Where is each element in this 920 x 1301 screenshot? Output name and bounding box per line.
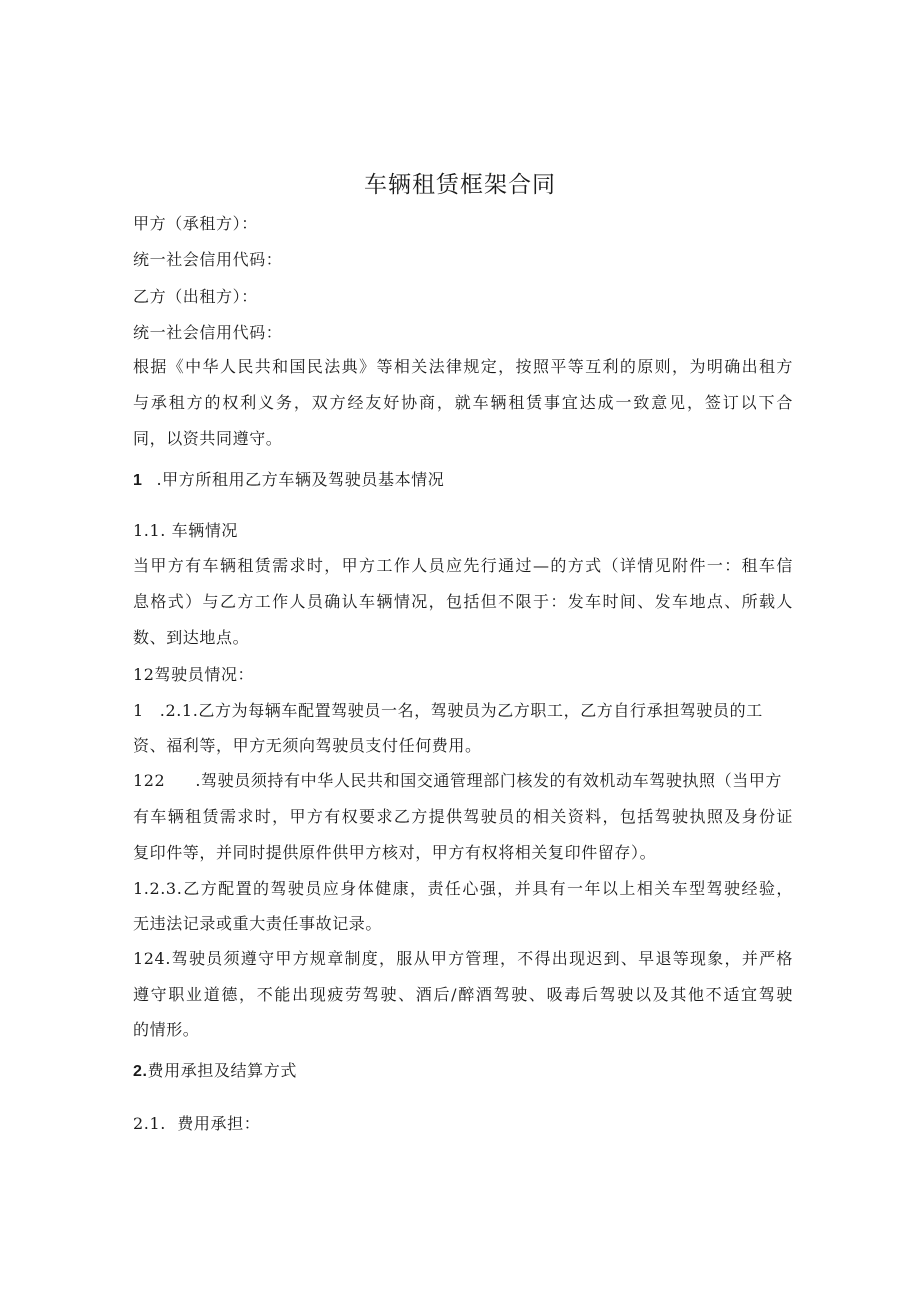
section-title: .甲方所租用乙方车辆及驾驶员基本情况 — [156, 470, 445, 489]
preamble-line: 同，以资共同遵守。 — [133, 429, 283, 448]
subsection-heading: 12驾驶员情况： — [133, 665, 255, 684]
paragraph-line: 数、到达地点。 — [133, 628, 250, 647]
clause-number: 1 — [133, 701, 144, 720]
paragraph-line: 的情形。 — [133, 1020, 200, 1039]
party-a-label: 甲方（承租方）： — [133, 214, 258, 233]
section-number: 2. — [133, 1063, 148, 1080]
paragraph-line: 无违法记录或重大责任事故记录。 — [133, 914, 383, 933]
clause-text: .驾驶员须持有中华人民共和国交通管理部门核发的有效机动车驾驶执照（当甲方 — [195, 771, 783, 790]
section-number: 1 — [133, 472, 143, 489]
paragraph-line: 息格式）与乙方工作人员确认车辆情况，包括但不限于：发车时间、发车地点、所载人 — [133, 592, 793, 611]
paragraph-line: 资、福利等，甲方无须向驾驶员支付任何费用。 — [133, 736, 482, 755]
clause-1-2-4: 124.驾驶员须遵守甲方规章制度，服从甲方管理，不得出现迟到、早退等现象，并严格 — [133, 949, 793, 968]
paragraph-line: 复印件等，并同时提供原件供甲方核对，甲方有权将相关复印件留存）。 — [133, 843, 657, 862]
clause-number: 122 — [133, 771, 166, 790]
credit-code-b: 统一社会信用代码： — [133, 323, 283, 342]
clause-1-2-2 — [133, 768, 793, 791]
party-b-label: 乙方（出租方）： — [133, 287, 258, 306]
credit-code-a: 统一社会信用代码： — [133, 250, 283, 269]
clause-text: .2.1.乙方为每辆车配置驾驶员一名，驾驶员为乙方职工，乙方自行承担驾驶员的工 — [159, 701, 763, 720]
clause-1-2-1 — [133, 698, 793, 721]
section-1-heading — [133, 467, 793, 490]
subsection-heading: 1.1. 车辆情况 — [133, 521, 239, 540]
clause-1-2-3: 1.2.3.乙方配置的驾驶员应身体健康，责任心强，并具有一年以上相关车型驾驶经验， — [133, 879, 793, 898]
paragraph-line: 有车辆租赁需求时，甲方有权要求乙方提供驾驶员的相关资料，包括驾驶执照及身份证 — [133, 807, 793, 826]
page-title: 车辆租赁框架合同 — [364, 172, 556, 198]
preamble-line: 根据《中华人民共和国民法典》等相关法律规定，按照平等互利的原则，为明确出租方 — [133, 357, 793, 376]
section-title: 费用承担及结算方式 — [147, 1061, 297, 1080]
paragraph-line: 当甲方有车辆租赁需求时，甲方工作人员应先行通过—的方式（详情见附件一：租车信 — [133, 556, 793, 575]
subsection-heading: 2.1. 费用承担： — [133, 1114, 261, 1133]
section-2-heading — [133, 1058, 793, 1081]
paragraph-line: 遵守职业道德，不能出现疲劳驾驶、酒后/醉酒驾驶、吸毒后驾驶以及其他不适宜驾驶 — [133, 985, 793, 1004]
preamble-line: 与承租方的权利义务，双方经友好协商，就车辆租赁事宜达成一致意见，签订以下合 — [133, 393, 793, 412]
